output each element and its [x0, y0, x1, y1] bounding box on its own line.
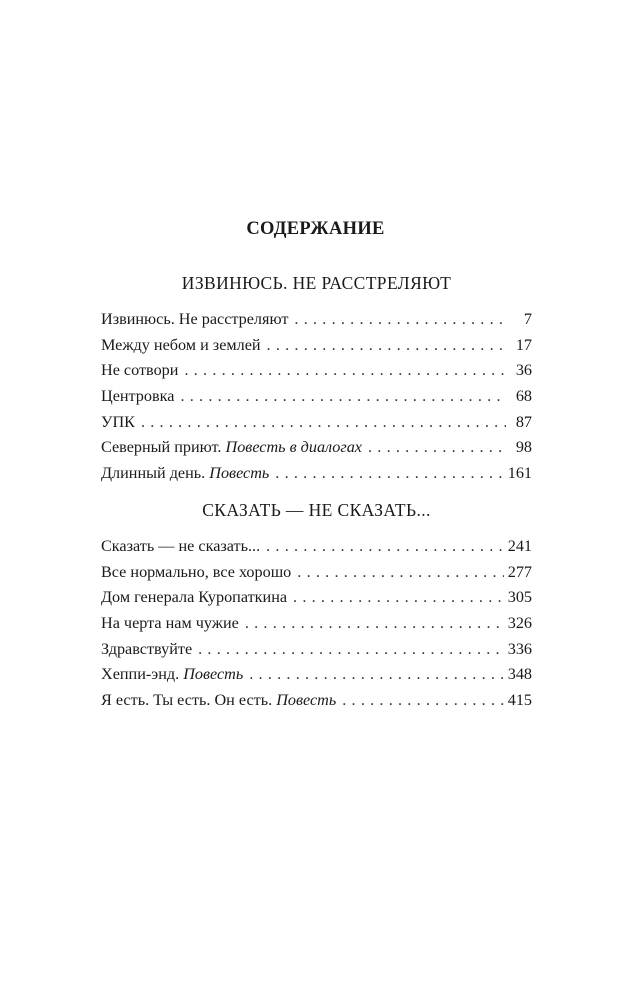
entry-title: Здравствуйте: [101, 639, 193, 658]
toc-section-1: [101, 271, 532, 487]
page-number: 305: [507, 588, 532, 607]
entry-title: На черта нам чужие: [101, 614, 239, 633]
entry-title: Хеппи-энд. Повесть: [101, 665, 244, 684]
dot-leader: [266, 534, 504, 560]
toc-entry[interactable]: [101, 461, 532, 487]
entry-title: Северный приют. Повесть в диалогах: [101, 438, 362, 457]
page-number: 348: [507, 665, 532, 684]
dot-leader: [297, 560, 503, 586]
dot-leader: [275, 461, 503, 487]
page-title: СОДЕРЖАНИЕ: [246, 219, 385, 239]
toc-entry[interactable]: [101, 611, 532, 637]
entry-subtitle: Повесть: [183, 665, 244, 684]
page-number: 87: [515, 412, 532, 431]
toc-entry-list: [101, 534, 532, 714]
toc-entry[interactable]: [101, 688, 532, 714]
dot-leader: [267, 333, 506, 359]
entry-title: Между небом и землей: [101, 335, 261, 354]
entry-subtitle: Повесть в диалогах: [225, 438, 362, 457]
dot-leader: [368, 435, 506, 461]
page-number: 336: [507, 639, 532, 658]
dot-leader: [293, 585, 504, 611]
section-heading: СКАЗАТЬ — НЕ СКАЗАТЬ...: [202, 500, 431, 520]
entry-title: Все нормально, все хорошо: [101, 562, 292, 581]
toc-entry[interactable]: [101, 560, 532, 586]
toc-entry[interactable]: [101, 410, 532, 436]
toc-entry[interactable]: [101, 585, 532, 611]
dot-leader: [249, 662, 503, 688]
dot-leader: [180, 384, 506, 410]
dot-leader: [184, 358, 506, 384]
entry-title: Извинюсь. Не расстреляют: [101, 310, 289, 328]
page-number: 241: [507, 537, 532, 555]
entry-title: Длинный день. Повесть: [101, 464, 270, 483]
page-number: 415: [507, 691, 532, 710]
section-heading: ИЗВИНЮСЬ. НЕ РАССТРЕЛЯЮТ: [181, 273, 452, 293]
entry-subtitle: Повесть: [209, 464, 270, 483]
toc-entry[interactable]: [101, 358, 532, 384]
toc-entry[interactable]: [101, 662, 532, 688]
dot-leader: [141, 410, 506, 436]
page-number: 68: [515, 387, 532, 406]
toc-entry[interactable]: [101, 637, 532, 663]
toc-entry[interactable]: [101, 534, 532, 560]
page-number: 36: [515, 361, 532, 380]
page-number: 7: [523, 310, 532, 328]
page-number: 98: [515, 438, 532, 457]
toc-entry[interactable]: [101, 384, 532, 410]
toc-entry-list: [101, 307, 532, 487]
page-number: 277: [507, 562, 532, 581]
entry-title: Центровка: [101, 387, 175, 406]
page-number: 17: [515, 335, 532, 354]
dot-leader: [342, 688, 503, 714]
entry-subtitle: Повесть: [276, 691, 337, 710]
entry-title: Дом генерала Куропаткина: [101, 588, 288, 607]
toc-section-2: [101, 498, 532, 714]
toc-entry[interactable]: [101, 307, 532, 333]
dot-leader: [294, 307, 506, 333]
dot-leader: [245, 611, 504, 637]
page-number: 326: [507, 614, 532, 633]
dot-leader: [198, 637, 504, 663]
entry-title: Не сотвори: [101, 361, 179, 380]
toc-entry[interactable]: [101, 435, 532, 461]
page-number: 161: [507, 464, 532, 483]
entry-title: Я есть. Ты есть. Он есть. Повесть: [101, 691, 337, 710]
entry-title: Сказать — не сказать...: [101, 537, 261, 555]
toc-entry[interactable]: [101, 333, 532, 359]
entry-title: УПК: [101, 412, 135, 431]
